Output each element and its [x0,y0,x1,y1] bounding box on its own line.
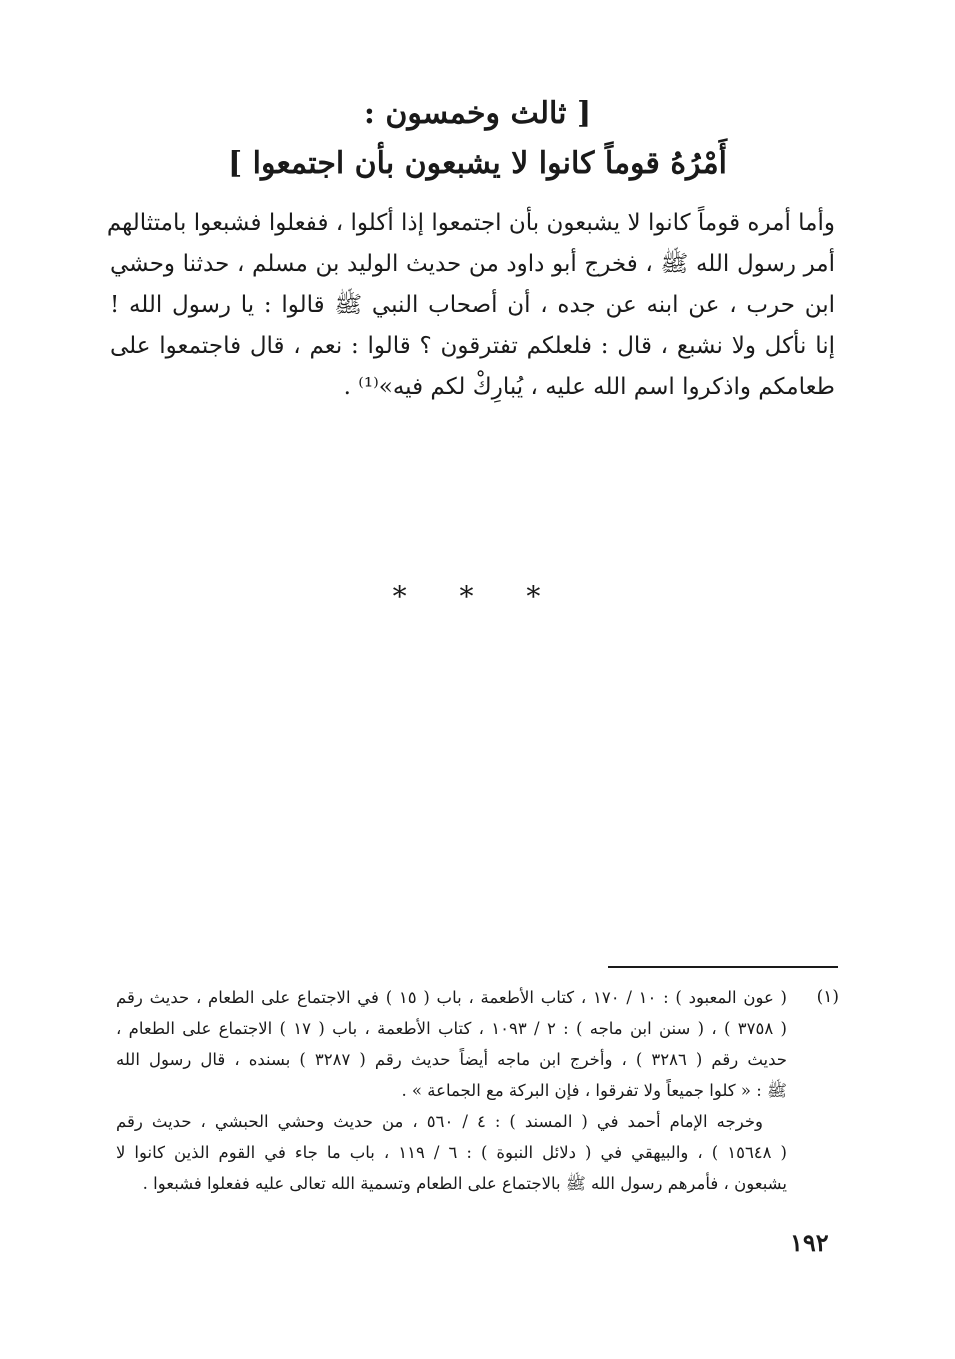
footnote-number: (١) [816,987,839,1007]
footnotes [116,982,839,1199]
chapter-subheading: أَمْرُهُ قوماً كانوا لا يشبعون بأن اجتمعوا ] [227,146,727,181]
footnote-rule [608,966,838,968]
footnote-1 [116,982,839,1199]
footnote-line: ( عون المعبود ) : ١٠ / ١٧٠ ، كتاب الأطعمة ، باب ( ١٥ ) في الاجتماع على الطعام ، حديث رقم [116,988,787,1007]
footnote-line: حديث رقم ( ٣٢٨٦ ) ، وأخرج ابن ماجه أيضاً حديث رقم ( ٣٢٨٧ ) بسنده ، قال رسول الله [116,1050,787,1069]
footnote-line: يشبعون ، فأمرهم رسول الله ﷺ بالاجتماع على الطعام وتسمية الله تعالى عليه ففعلوا فشبعوا . [142,1174,787,1193]
footnote-lines [116,982,787,1199]
footnote-line: ﷺ : « كلوا جميعاً ولا تفرقوا ، فإن البركة مع الجماعة » . [401,1081,787,1100]
section-separator: * * * [392,580,563,613]
footnote-line: ( ١٥٦٤٨ ) ، والبيهقي في ( دلائل النبوة ) : ٦ / ١١٩ ، باب ما جاء في القوم الذين كانوا لا [116,1143,787,1162]
body-line: طعامكم واذكروا اسم الله عليه ، يُبارِكْ لكم فيه»⁽¹⁾ . [343,374,835,400]
body-line: ابن حرب ، عن ابنه عن جده ، أن أصحاب النبي ﷺ قالوا : يا رسول الله ! [110,292,835,318]
body-paragraph [106,203,835,408]
footnote-line: وخرجه الإمام أحمد في ( المسند ) : ٤ / ٥٦٠ ، من حديث وحشي الحبشي ، حديث رقم [116,1112,763,1131]
page-number: ١٩٢ [790,1228,829,1257]
body-line: إنا نأكل ولا نشبع ، قال : فلعلكم تفترقون ؟ قالوا : نعم ، قال فاجتمعوا على [110,333,835,359]
footnote-line: ( ٣٧٥٨ ) ، ( سنن ابن ماجه ) : ٢ / ١٠٩٣ ، كتاب الأطعمة ، باب ( ١٧ ) الاجتماع على الطعام ، [116,1019,787,1038]
body-line: أمر رسول الله ﷺ ، فخرج أبو داود من حديث الوليد بن مسلم ، حدثنا وحشي [110,251,835,277]
chapter-heading: [ ثالث وخمسون : [363,96,592,131]
body-line: وأما أمره قوماً كانوا لا يشبعون بأن اجتمعوا إذا أكلوا ، ففعلوا فشبعوا بامتثالهم [106,210,835,236]
